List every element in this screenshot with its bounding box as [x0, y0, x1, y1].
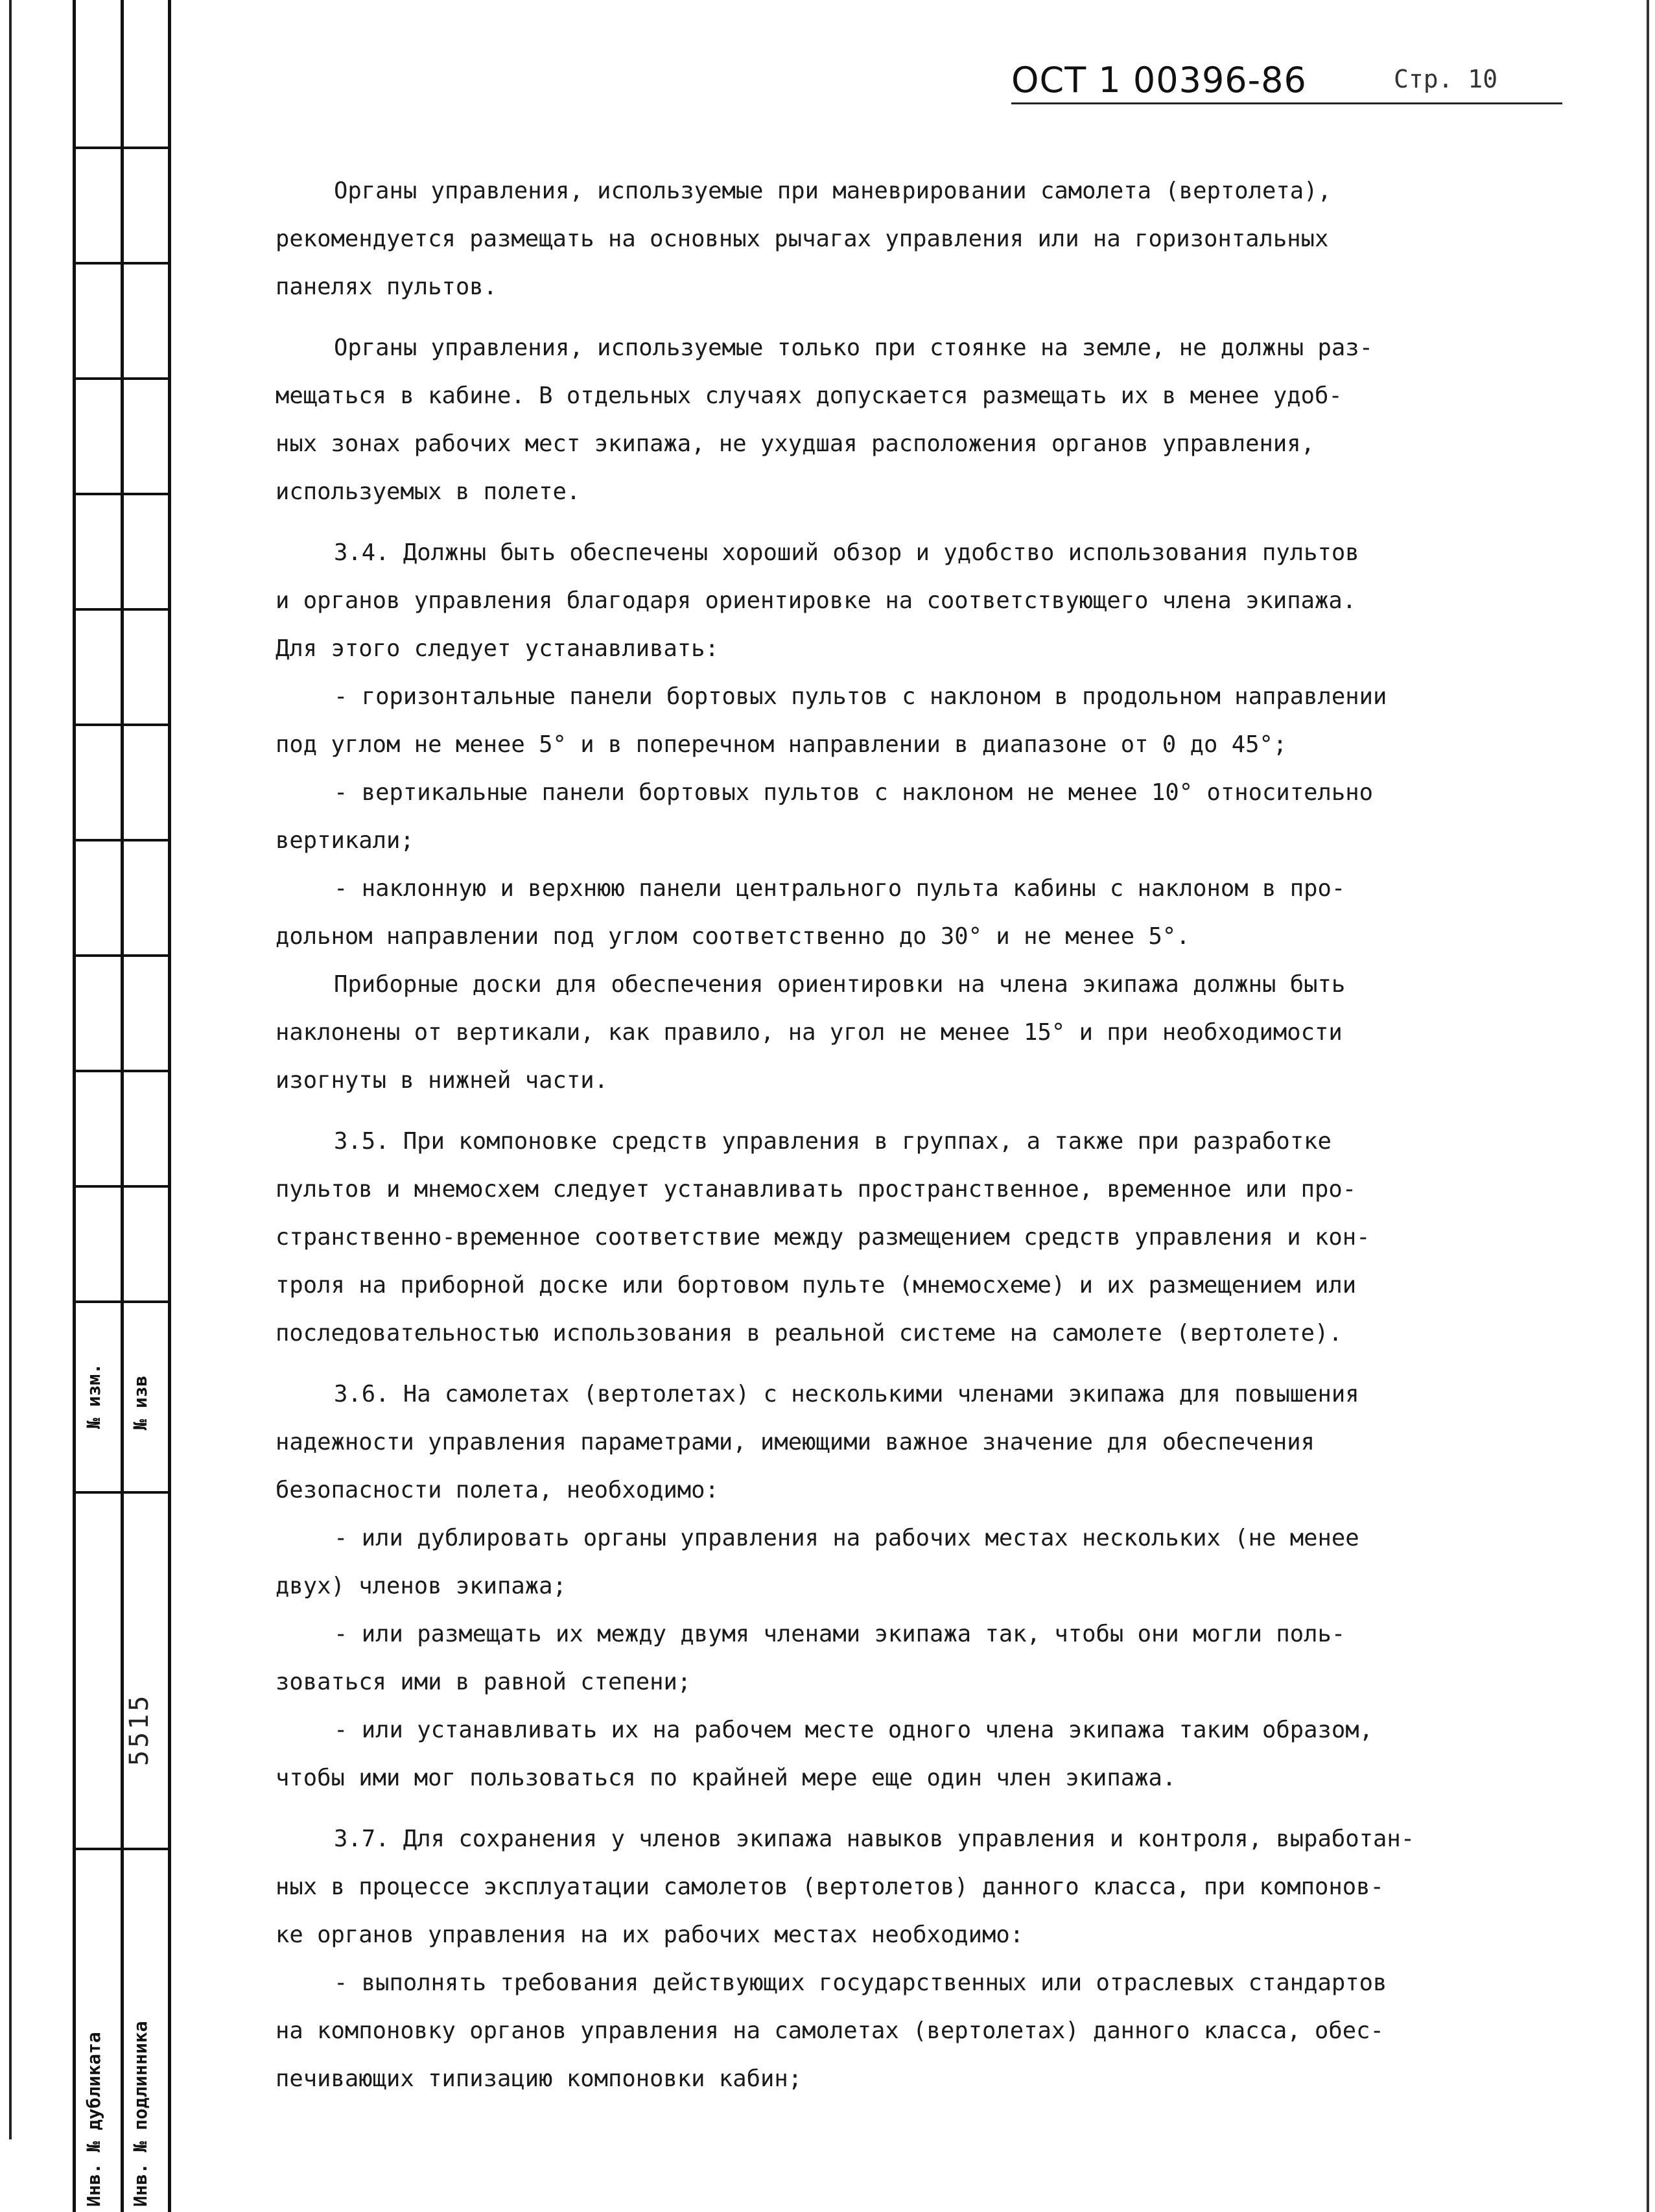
page-right-border [1647, 0, 1649, 2212]
stamp-line [73, 1070, 171, 1072]
section-3-5: 3.5. При компоновке средств управления в группах, а также при разработке [334, 1128, 1332, 1155]
text-line: Органы управления, используемые при маневрировании самолета (вертолета), [334, 178, 1332, 204]
text-line: дольном направлении под углом соответственно до 30° и не менее 5°. [276, 923, 1190, 950]
text-line: на компоновку органов управления на самолетах (вертолетах) данного класса, обес- [276, 2018, 1384, 2044]
stamp-line [73, 608, 171, 611]
page-number: Стр. 10 [1394, 65, 1498, 93]
list-item: - или размещать их между двумя членами экипажа так, чтобы они могли поль- [334, 1621, 1346, 1647]
text-line: безопасности полета, необходимо: [276, 1477, 719, 1503]
izm-label: № изм. [83, 1363, 104, 1429]
text-line: ных зонах рабочих мест экипажа, не ухудшая расположения органов управления, [276, 430, 1315, 457]
list-item: - горизонтальные панели бортовых пультов с наклоном в продольном направлении [334, 683, 1387, 710]
margin-stamp [73, 0, 171, 2212]
text-line: рекомендуется размещать на основных рычагах управления или на горизонтальных [276, 226, 1329, 252]
text-line: пультов и мнемосхем следует устанавливать пространственное, временное или про- [276, 1176, 1357, 1203]
document-code: ОСТ 1 00396-86 [1011, 60, 1307, 100]
stamp-line [121, 0, 124, 2212]
page-header [1011, 60, 1569, 105]
document-body [276, 167, 1546, 2103]
text-line: и органов управления благодаря ориентировке на соответствующего члена экипажа. [276, 587, 1357, 614]
original-inventory-number: 5515 [124, 1693, 154, 1766]
stamp-line [73, 1491, 171, 1494]
stamp-line [168, 0, 171, 2212]
list-item: - или устанавливать их на рабочем месте одного члена экипажа таким образом, [334, 1717, 1373, 1743]
text-line: последовательностью использования в реальной системе на самолете (вертолете). [276, 1320, 1343, 1347]
text-line: чтобы ими мог пользоваться по крайней мере еще один член экипажа. [276, 1765, 1177, 1791]
text-line: Для этого следует устанавливать: [276, 635, 719, 662]
stamp-line [73, 1185, 171, 1188]
stamp-line [73, 1300, 171, 1303]
text-line: Приборные доски для обеспечения ориентировки на члена экипажа должны быть [334, 971, 1346, 998]
stamp-line [73, 724, 171, 726]
text-line: изогнуты в нижней части. [276, 1067, 608, 1094]
text-line: Органы управления, используемые только при стоянке на земле, не должны раз- [334, 335, 1373, 361]
text-line: странственно-временное соответствие между размещением средств управления и кон- [276, 1224, 1370, 1251]
stamp-line [73, 377, 171, 380]
list-item: - вертикальные панели бортовых пультов с наклоном не менее 10° относительно [334, 779, 1373, 806]
stamp-line [73, 0, 76, 2212]
original-inventory-label: Инв. № подлинника [130, 2021, 151, 2207]
text-line: используемых в полете. [276, 478, 581, 505]
text-line: под углом не менее 5° и в поперечном направлении в диапазоне от 0 до 45°; [276, 731, 1287, 758]
duplicate-inventory-label: Инв. № дубликата [83, 2032, 104, 2207]
text-line: троля на приборной доске или бортовом пульте (мнемосхеме) и их размещением или [276, 1272, 1357, 1299]
stamp-line [73, 262, 171, 265]
text-line: панелях пультов. [276, 274, 497, 300]
izv-label: № изв [130, 1375, 151, 1430]
text-line: печивающих типизацию компоновки кабин; [276, 2065, 803, 2092]
list-item: - наклонную и верхнюю панели центрального пульта кабины с наклоном в про- [334, 875, 1346, 902]
list-item: - или дублировать органы управления на рабочих местах нескольких (не менее [334, 1525, 1359, 1551]
text-line: надежности управления параметрами, имеющими важное значение для обеспечения [276, 1429, 1315, 1455]
stamp-line [73, 147, 171, 149]
text-line: двух) членов экипажа; [276, 1573, 567, 1599]
page-edge-line [9, 0, 12, 2139]
text-line: наклонены от вертикали, как правило, на угол не менее 15° и при необходимости [276, 1019, 1343, 1046]
stamp-line [73, 493, 171, 495]
header-rule [1011, 102, 1562, 104]
section-3-7: 3.7. Для сохранения у членов экипажа навыков управления и контроля, выработан- [334, 1826, 1415, 1852]
text-line: ных в процессе эксплуатации самолетов (вертолетов) данного класса, при компонов- [276, 1874, 1384, 1900]
text-line: ке органов управления на их рабочих местах необходимо: [276, 1922, 1024, 1948]
stamp-line [73, 839, 171, 841]
list-item: - выполнять требования действующих государственных или отраслевых стандартов [334, 1970, 1387, 1996]
section-3-4: 3.4. Должны быть обеспечены хороший обзор и удобство использования пультов [334, 539, 1359, 566]
stamp-line [73, 954, 171, 957]
section-3-6: 3.6. На самолетах (вертолетах) с несколькими членами экипажа для повышения [334, 1381, 1359, 1407]
stamp-line [73, 1848, 171, 1850]
text-line: мещаться в кабине. В отдельных случаях допускается размещать их в менее удоб- [276, 382, 1343, 409]
text-line: зоваться ими в равной степени; [276, 1669, 692, 1695]
text-line: вертикали; [276, 827, 414, 854]
